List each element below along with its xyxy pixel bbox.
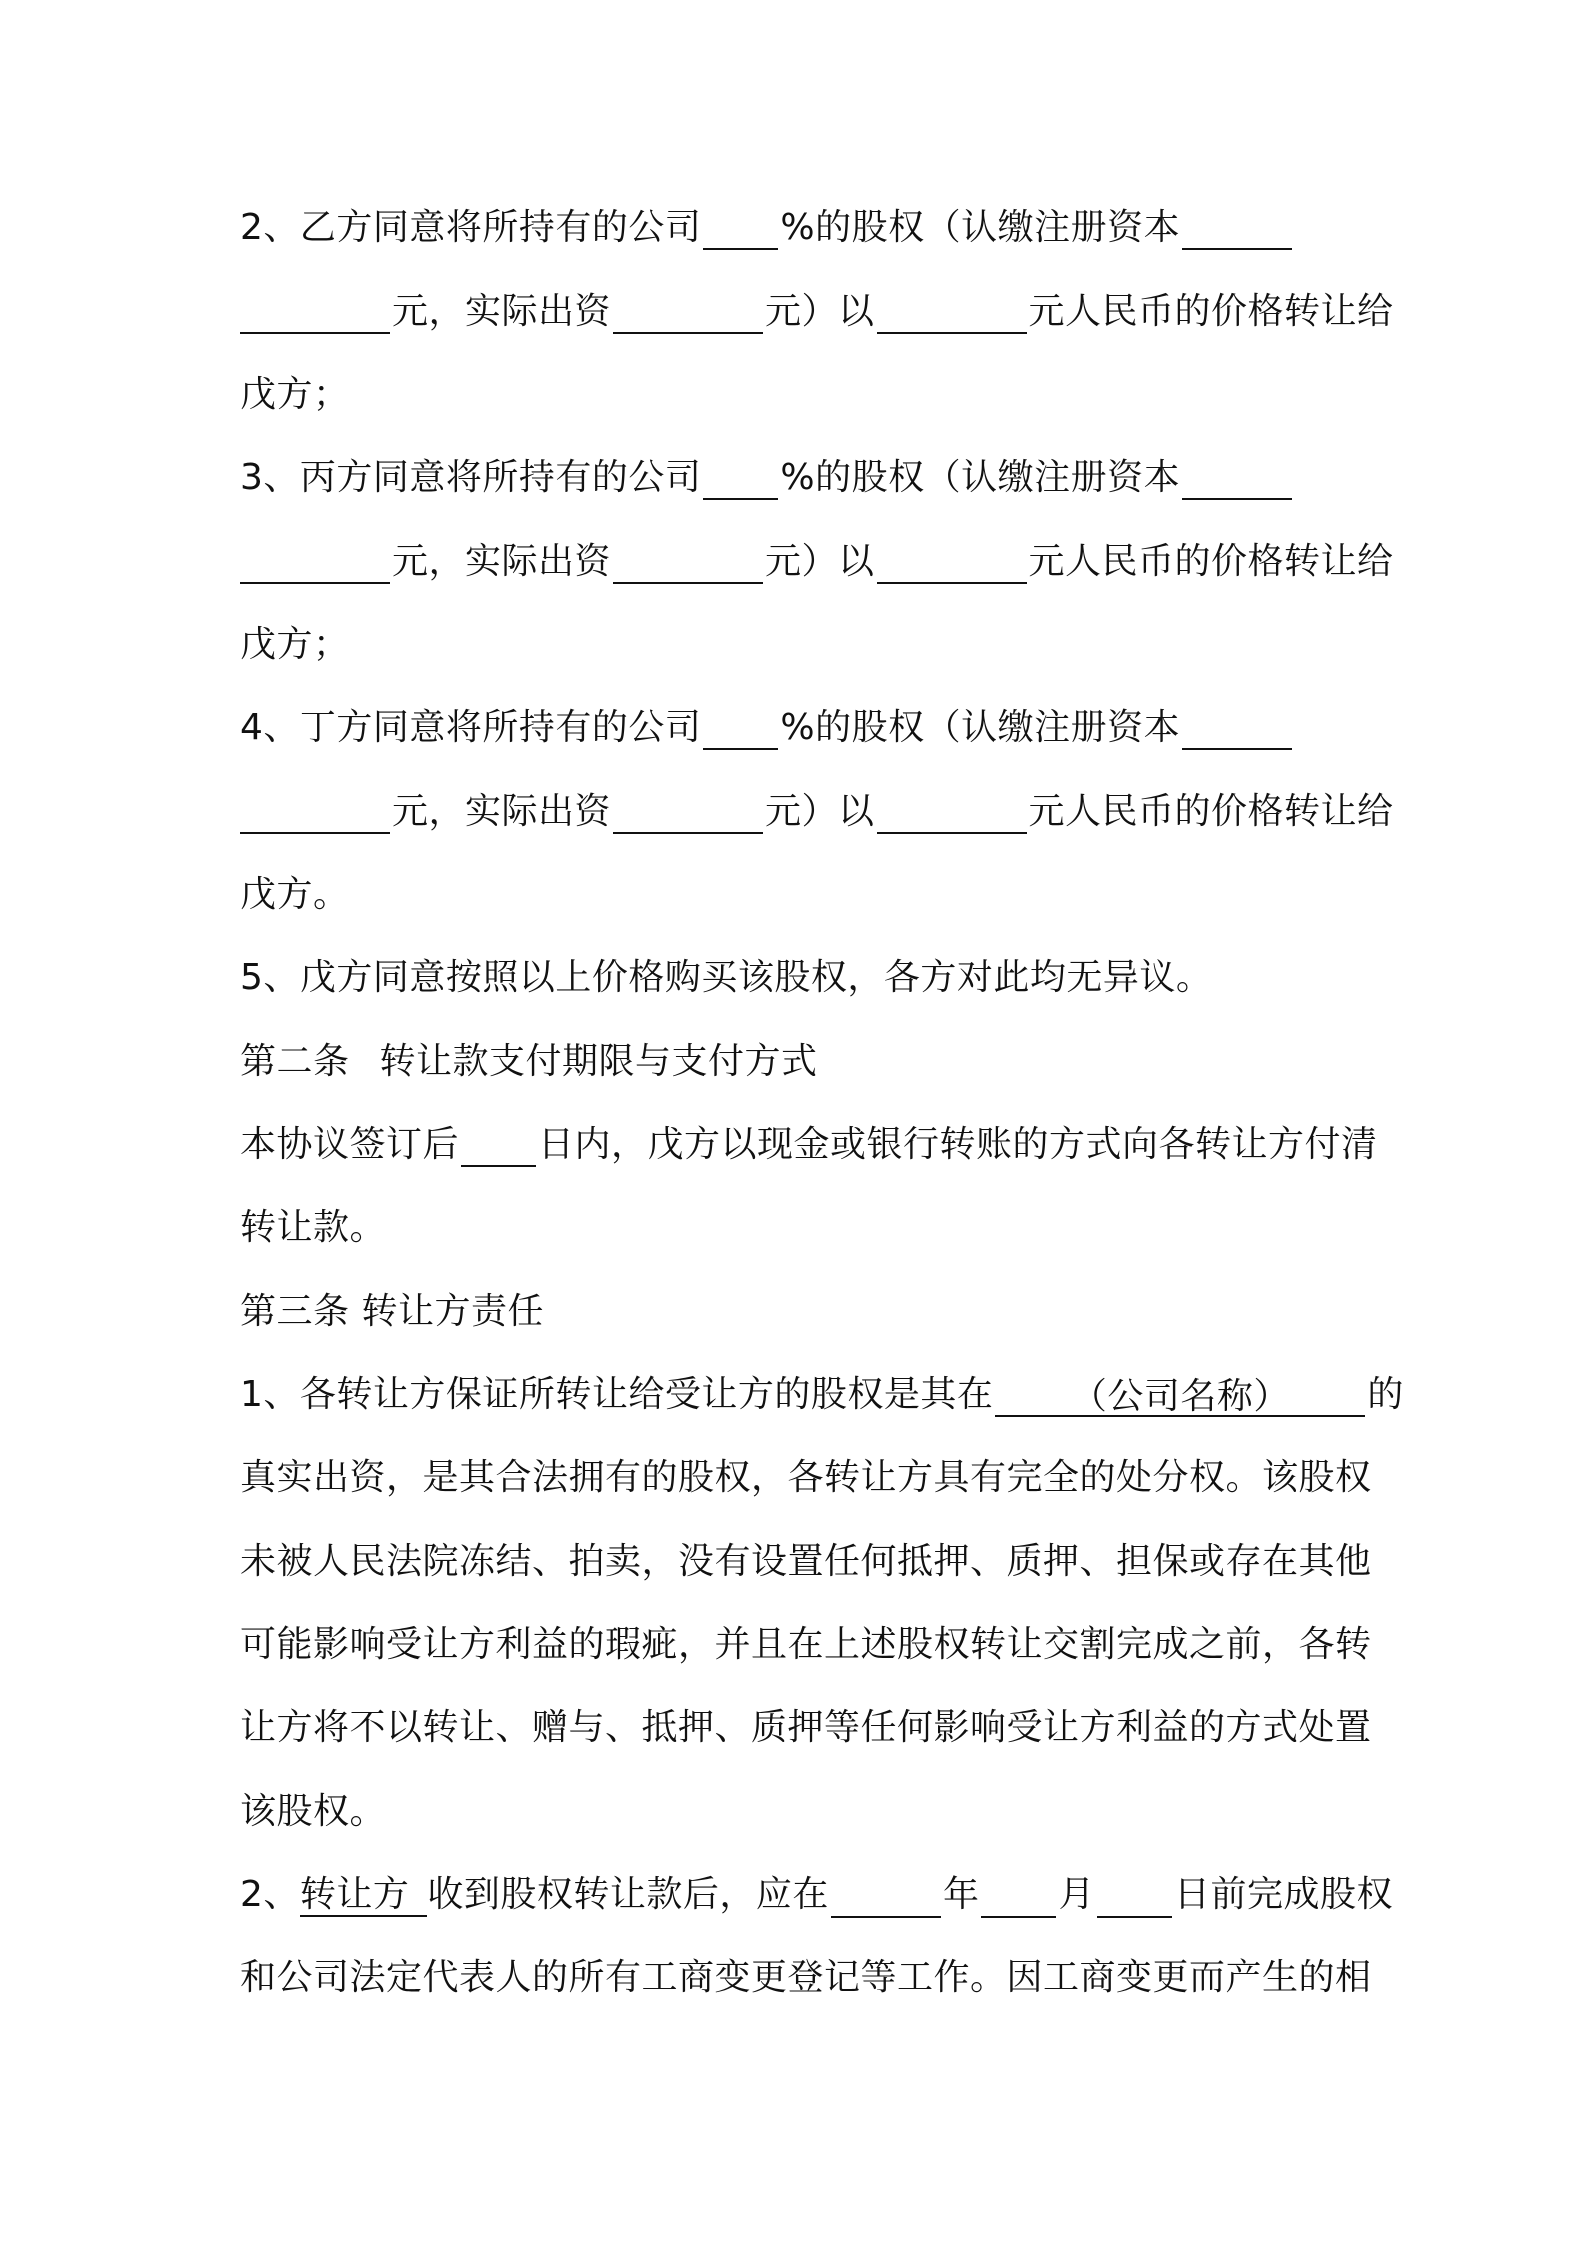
article-text: 2、 [240,1874,300,1915]
clause-5-line [240,956,1212,1000]
blank-field [831,1876,941,1918]
article-text: 未被人民法院冻结、拍卖，没有设置任何抵押、质押、担保或存在其他 [240,1541,1372,1582]
clause-text: 元）以 [765,541,875,582]
clause-3-line-2 [240,540,1394,584]
article-3-p2-line-2 [240,1956,1372,2000]
blank-field [703,458,778,500]
article-text: 本协议签订后 [240,1124,460,1165]
clause-text: 3、丙方同意将所持有的公司 [240,457,702,498]
blank-field [240,292,390,334]
article-3-p1-line-4 [240,1623,1372,1667]
blank-field [461,1125,536,1167]
blank-field [1182,208,1292,250]
article-text: 的 [1367,1374,1404,1415]
article-3-p1-line-3 [240,1540,1372,1584]
article-text: 日内，戊方以现金或银行转账的方式向各转让方付清 [538,1124,1378,1165]
date-unit: 月 [1058,1874,1095,1915]
date-unit: 年 [942,1874,980,1915]
article-text: 真实出资，是其合法拥有的股权，各转让方具有完全的处分权。该股权 [240,1457,1372,1498]
blank-field [1182,458,1292,500]
clause-text: %的股权（认缴注册资本 [780,457,1181,498]
clause-text: 元，实际出资 [392,541,612,582]
article-3-p1-line-1 [240,1373,1404,1417]
blank-field [1097,1876,1172,1918]
blank-field [981,1876,1056,1918]
clause-text: 元）以 [765,791,875,832]
blank-field [703,708,778,750]
clause-text: 4、丁方同意将所持有的公司 [240,707,702,748]
blank-field [877,292,1027,334]
article-text: 让方将不以转让、赠与、抵押、质押等任何影响受让方利益的方式处置 [240,1707,1372,1748]
article-3-p1-line-2 [240,1456,1372,1500]
article-3-p1-line-6 [240,1790,386,1834]
article-text: 日前完成股权 [1173,1874,1393,1915]
clause-text: 戊方； [240,374,350,415]
clause-text: 元人民币的价格转让给 [1028,291,1394,332]
company-name-blank: （公司名称） [995,1375,1365,1417]
clause-text: %的股权（认缴注册资本 [780,707,1181,748]
article-2-line-2 [240,1206,386,1250]
underlined-party: 转让方 [300,1874,428,1917]
article-number: 第二条 [240,1041,350,1082]
clause-text: 元人民币的价格转让给 [1028,541,1394,582]
article-3-p1-line-5 [240,1706,1372,1750]
clause-2-line-3 [240,373,350,417]
blank-field [240,792,390,834]
article-2-heading [240,1040,818,1084]
clause-text: 元，实际出资 [392,791,612,832]
blank-field [613,542,763,584]
clause-3-line-1 [240,456,1294,500]
blank-field [240,542,390,584]
article-2-line-1 [240,1123,1378,1167]
article-3-p2-line-1 [240,1873,1393,1918]
blank-field [877,542,1027,584]
article-text: 可能影响受让方利益的瑕疵，并且在上述股权转让交割完成之前，各转 [240,1624,1372,1665]
clause-text: 戊方； [240,624,350,665]
blank-field [877,792,1027,834]
clause-text: 元人民币的价格转让给 [1028,791,1394,832]
clause-text: 元，实际出资 [392,291,612,332]
blank-field [703,208,778,250]
article-text: 1、各转让方保证所转让给受让方的股权是其在 [240,1374,994,1415]
clause-2-line-1 [240,206,1294,250]
article-text: 转让款。 [240,1207,387,1248]
blank-field [613,792,763,834]
clause-text: 2、乙方同意将所持有的公司 [240,207,702,248]
article-title: 第三条 转让方责任 [240,1291,544,1332]
clause-text: 戊方。 [240,874,350,915]
clause-2-line-2 [240,290,1394,334]
article-3-heading [240,1290,544,1334]
blank-field [613,292,763,334]
article-title: 转让款支付期限与支付方式 [379,1041,818,1082]
article-text: 收到股权转让款后，应在 [427,1874,829,1915]
clause-text: %的股权（认缴注册资本 [780,207,1181,248]
clause-text: 5、戊方同意按照以上价格购买该股权，各方对此均无异议。 [240,957,1213,998]
clause-text: 元）以 [765,291,875,332]
clause-4-line-2 [240,790,1394,834]
clause-3-line-3 [240,623,350,667]
blank-field [1182,708,1292,750]
article-text: 该股权。 [240,1791,387,1832]
article-text: 和公司法定代表人的所有工商变更登记等工作。因工商变更而产生的相 [240,1957,1372,1998]
clause-4-line-3 [240,873,350,917]
clause-4-line-1 [240,706,1294,750]
